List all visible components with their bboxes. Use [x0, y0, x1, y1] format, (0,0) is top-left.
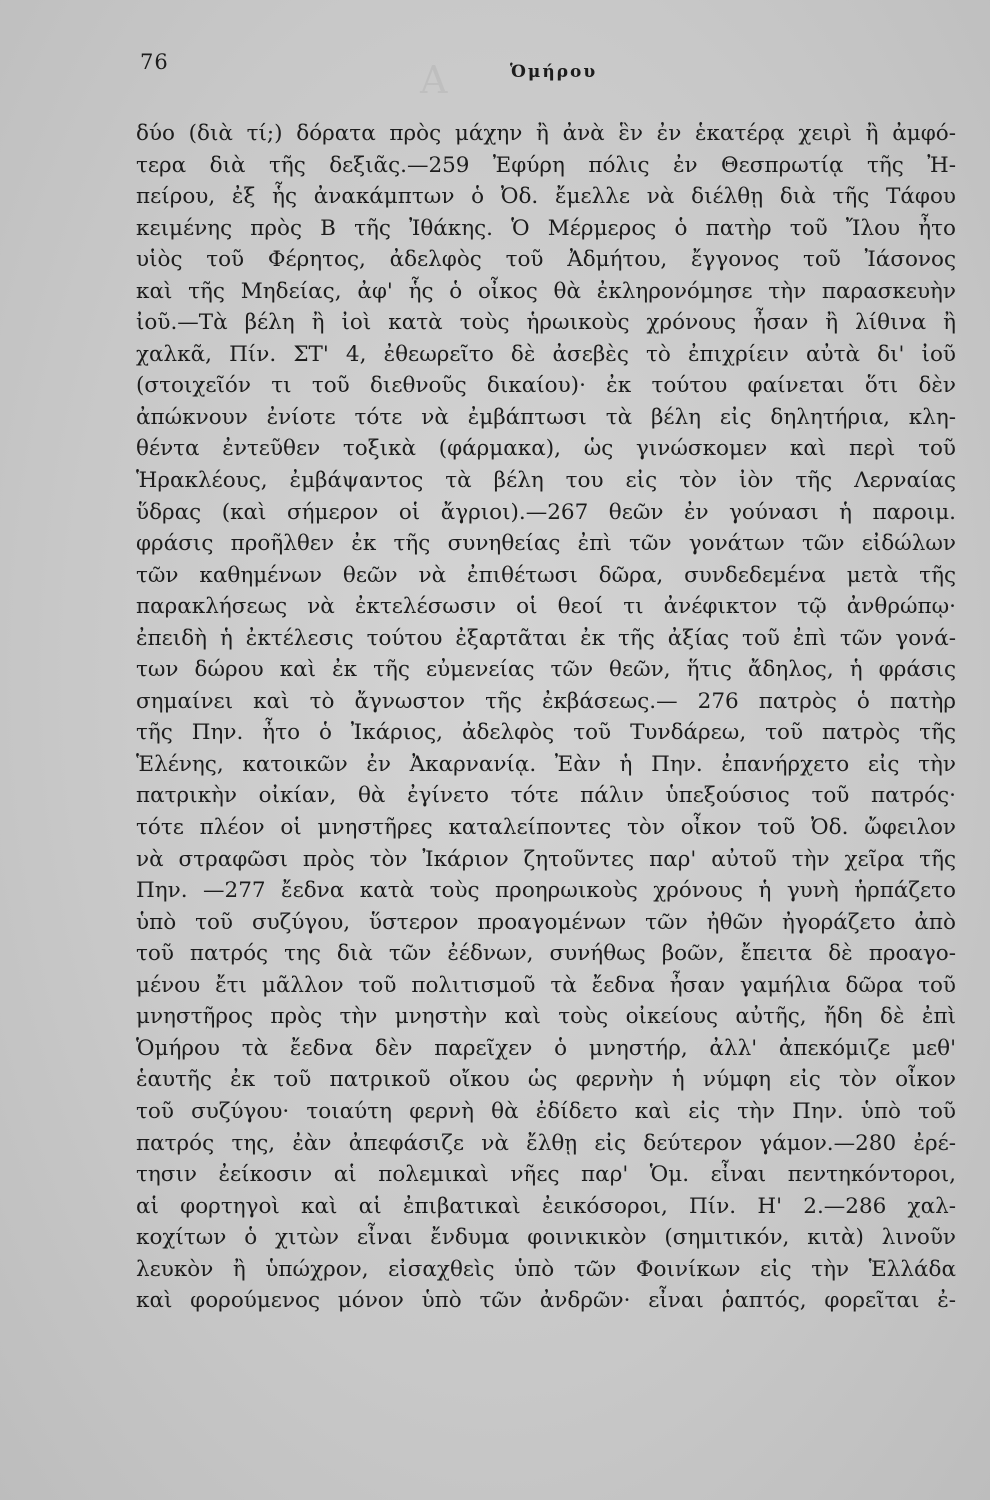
text-line: ἐπειδὴ ἡ ἐκτέλεσις τούτου ἐξαρτᾶται ἐκ τῆς ἀξίας τοῦ ἐπὶ τῶν γονά-: [136, 625, 956, 651]
text-line: υἱὸς τοῦ Φέρητος, ἀδελφὸς τοῦ Ἀδμήτου, ἔγγονος τοῦ Ἰάσονος: [136, 247, 956, 273]
text-line: καὶ τῆς Μηδείας, ἀφ' ἧς ὁ οἶκος θὰ ἐκληρονόμησε τὴν παρασκευὴν: [136, 278, 956, 304]
text-line: κειμένης πρὸς Β τῆς Ἰθάκης. Ὁ Μέρμερος ὁ πατὴρ τοῦ Ἴλου ἦτο: [136, 215, 956, 241]
text-line: τῆς Πην. ἦτο ὁ Ἰκάριος, ἀδελφὸς τοῦ Τυνδάρεω, τοῦ πατρὸς τῆς: [136, 720, 956, 746]
commentary-text: [136, 118, 956, 1317]
text-line: τοῦ συζύγου· τοιαύτη φερνὴ θὰ ἐδίδετο καὶ εἰς τὴν Πην. ὑπὸ τοῦ: [136, 1098, 956, 1124]
show-through-shadow: Α: [420, 58, 454, 102]
text-line: κοχίτων ὁ χιτὼν εἶναι ἔνδυμα φοινικικὸν (σημιτικόν, κιτὰ) λινοῦν: [136, 1225, 956, 1251]
text-line: τῶν καθημένων θεῶν νὰ ἐπιθέτωσι δῶρα, συνδεδεμένα μετὰ τῆς: [136, 562, 956, 588]
text-line: καὶ φορούμενος μόνον ὑπὸ τῶν ἀνδρῶν· εἶναι ῥαπτός, φορεῖται ἐ-: [136, 1288, 956, 1314]
text-line: παρακλήσεως νὰ ἐκτελέσωσιν οἱ θεοί τι ἀνέφικτον τῷ ἀνθρώπῳ·: [136, 594, 956, 620]
text-line: πείρου, ἐξ ἧς ἀνακάμπτων ὁ Ὀδ. ἔμελλε νὰ διέλθῃ διὰ τῆς Τάφου: [136, 184, 956, 210]
text-line: Πην. —277 ἔεδνα κατὰ τοὺς προηρωικοὺς χρόνους ἡ γυνὴ ἡρπάζετο: [136, 878, 956, 904]
text-line: τοῦ πατρός της διὰ τῶν ἐέδνων, συνήθως βοῶν, ἔπειτα δὲ προαγο-: [136, 941, 956, 967]
text-line: (στοιχεῖόν τι τοῦ διεθνοῦς δικαίου)· ἐκ τούτου φαίνεται ὅτι δὲν: [136, 373, 956, 399]
text-line: τησιν ἐείκοσιν αἱ πολεμικαὶ νῆες παρ' Ὁμ. εἶναι πεντηκόντοροι,: [136, 1162, 956, 1188]
text-line: τερα διὰ τῆς δεξιᾶς.—259 Ἐφύρη πόλις ἐν Θεσπρωτίᾳ τῆς Ἠ-: [136, 152, 956, 178]
text-line: νὰ στραφῶσι πρὸς τὸν Ἰκάριον ζητοῦντες παρ' αὐτοῦ τὴν χεῖρα τῆς: [136, 846, 956, 872]
text-line: Ἡρακλέους, ἐμβάψαντος τὰ βέλη του εἰς τὸν ἰὸν τῆς Λερναίας: [136, 468, 956, 494]
text-line: λευκὸν ἢ ὑπώχρον, εἰσαχθεὶς ὑπὸ τῶν Φοινίκων εἰς τὴν Ἑλλάδα: [136, 1256, 956, 1282]
text-line: ὕδρας (καὶ σήμερον οἱ ἄγριοι).—267 θεῶν ἐν γούνασι ἡ παροιμ.: [136, 499, 956, 525]
text-line: θέντα ἐντεῦθεν τοξικὰ (φάρμακα), ὡς γινώσκομεν καὶ περὶ τοῦ: [136, 436, 956, 462]
text-line: ἰοῦ.—Τὰ βέλη ἢ ἰοὶ κατὰ τοὺς ἡρωικοὺς χρόνους ἦσαν ἢ λίθινα ἢ: [136, 310, 956, 336]
text-line: σημαίνει καὶ τὸ ἄγνωστον τῆς ἐκβάσεως.— 276 πατρὸς ὁ πατὴρ: [136, 688, 956, 714]
page-number: 76: [140, 50, 169, 74]
text-line: μένου ἔτι μᾶλλον τοῦ πολιτισμοῦ τὰ ἔεδνα ἦσαν γαμήλια δῶρα τοῦ: [136, 972, 956, 998]
text-line: των δώρου καὶ ἐκ τῆς εὐμενείας τῶν θεῶν, ἥτις ἄδηλος, ἡ φράσις: [136, 657, 956, 683]
text-line: πατρικὴν οἰκίαν, θὰ ἐγίνετο τότε πάλιν ὑπεξούσιος τοῦ πατρός·: [136, 783, 956, 809]
text-line: αἱ φορτηγοὶ καὶ αἱ ἐπιβατικαὶ ἐεικόσοροι, Πίν. Η' 2.—286 χαλ-: [136, 1193, 956, 1219]
text-line: μνηστῆρος πρὸς τὴν μνηστὴν καὶ τοὺς οἰκείους αὐτῆς, ἤδη δὲ ἐπὶ: [136, 1004, 956, 1030]
running-head: Ὁμήρου: [510, 62, 598, 82]
text-line: πατρός της, ἐὰν ἀπεφάσιζε νὰ ἔλθῃ εἰς δεύτερον γάμον.—280 ἐρέ-: [136, 1130, 956, 1156]
text-line: ὑπὸ τοῦ συζύγου, ὕστερον προαγομένων τῶν ἠθῶν ἠγοράζετο ἀπὸ: [136, 909, 956, 935]
text-line: Ἑλένης, κατοικῶν ἐν Ἀκαρνανίᾳ. Ἐὰν ἡ Πην. ἐπανήρχετο εἰς τὴν: [136, 751, 956, 777]
text-line: χαλκᾶ, Πίν. ΣΤ' 4, ἐθεωρεῖτο δὲ ἀσεβὲς τὸ ἐπιχρίειν αὐτὰ δι' ἰοῦ: [136, 341, 956, 367]
text-line: δύο (διὰ τί;) δόρατα πρὸς μάχην ἢ ἀνὰ ἓν ἐν ἑκατέρᾳ χειρὶ ἢ ἀμφό-: [136, 121, 956, 146]
text-line: ἑαυτῆς ἐκ τοῦ πατρικοῦ οἴκου ὡς φερνὴν ἡ νύμφη εἰς τὸν οἶκον: [136, 1067, 956, 1093]
text-line: φράσις προῆλθεν ἐκ τῆς συνηθείας ἐπὶ τῶν γονάτων τῶν εἰδώλων: [136, 531, 956, 557]
text-line: τότε πλέον οἱ μνηστῆρες καταλείποντες τὸν οἶκον τοῦ Ὀδ. ὤφειλον: [136, 815, 956, 841]
text-line: ἀπώκνουν ἐνίοτε τότε νὰ ἐμβάπτωσι τὰ βέλη εἰς δηλητήρια, κλη-: [136, 404, 956, 430]
text-line: Ὁμήρου τὰ ἔεδνα δὲν παρεῖχεν ὁ μνηστήρ, ἀλλ' ἀπεκόμιζε μεθ': [136, 1035, 956, 1061]
